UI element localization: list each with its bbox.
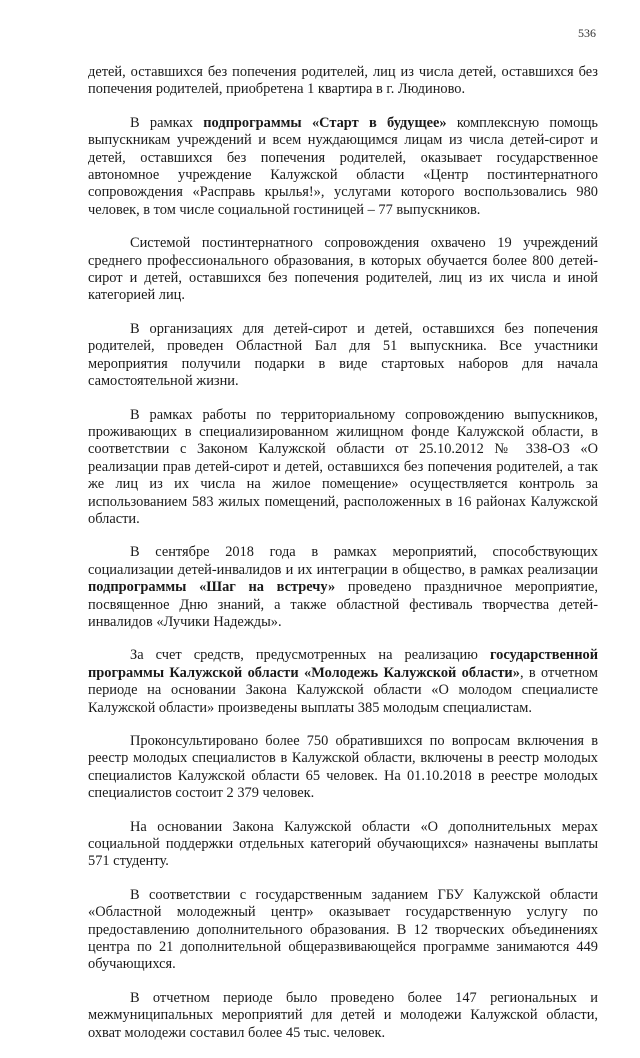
paragraph-text: , в отчетном периоде на основании Закона Калужской области «О молодом специалисте Калужской области» произведены выплаты 385 молодым специалистам.	[88, 664, 598, 716]
paragraph	[88, 990, 598, 1042]
paragraph-text: В организациях для детей-сирот и детей, оставшихся без попечения родителей, проведен Областной Бал для 51 выпускника. Все участники мероприятия получили подарки в виде стартовых наборов для начала самостоятельной жизни.	[88, 320, 598, 390]
paragraph-text: На основании Закона Калужской области «О дополнительных мерах социальной поддержки отдельных категорий обучающихся» назначены выплаты 571 студенту.	[88, 818, 598, 870]
paragraph-text: В рамках работы по территориальному сопровождению выпускников, проживающих в специализированном жилищном фонде Калужской области, в соответствии с Законом Калужской области от 25.10.2012 № 338-ОЗ «О реализации прав детей-сирот и детей, оставшихся без попечения родителей, а так же лиц из их числа на жилое помещение» осуществляется контроль за использованием 583 жилых помещений, расположенных в 16 районах Калужской области.	[88, 406, 598, 527]
document-body	[88, 64, 598, 1058]
paragraph-text: Системой постинтернатного сопровождения охвачено 19 учреждений среднего профессионального образования, в которых обучается более 800 детей-сирот и детей, оставшихся без попечения родителей, лиц из их числа и иной категорией лиц.	[88, 235, 598, 304]
paragraph	[88, 321, 598, 391]
bold-program-name: подпрограммы «Шаг на встречу»	[88, 579, 336, 596]
paragraph	[88, 544, 598, 631]
paragraph	[88, 887, 598, 974]
paragraph-text: комплексную помощь выпускникам учреждений и всем нуждающимся лицам из числа детей-сирот и детей, оставшихся без попечения родителей, оказывает государственное автономное учреждение Калужской области «Центр постинтернатного сопровождения «Расправь крылья!», услугами которого воспользовались 980 человек, в том числе социальной гостиницей – 77 выпускников.	[88, 114, 598, 218]
paragraph	[88, 64, 598, 99]
paragraph	[88, 115, 598, 219]
paragraph-text: В рамках	[130, 114, 204, 131]
page-number: 536	[578, 26, 596, 40]
paragraph-text: проведено праздничное мероприятие, посвященное Дню знаний, а также областной фестиваль творчества детей-инвалидов «Лучики Надежды».	[88, 579, 599, 630]
paragraph	[88, 407, 598, 529]
paragraph	[88, 647, 598, 717]
paragraph-text: В отчетном периоде было проведено более 147 региональных и межмуниципальных мероприятий для детей и молодежи Калужской области, охват молодежи составил более 45 тыс. человек.	[88, 989, 598, 1041]
paragraph	[88, 235, 598, 305]
bold-program-name: государственной программы Калужской области «Молодежь Калужской области»	[88, 647, 598, 681]
paragraph	[88, 819, 598, 871]
paragraph-text: В соответствии с государственным заданием ГБУ Калужской области «Областной молодежный центр» оказывает государственную услугу по предоставлению дополнительного образования. В 12 творческих объединениях центра по 21 дополнительной общеразвивающейся программе занимаются 449 обучающихся.	[88, 886, 598, 973]
paragraph-text: Проконсультировано более 750 обратившихся по вопросам включения в реестр молодых специалистов в Калужской области, включены в реестр молодых специалистов Калужской области 65 человек. На 01.10.2018 в реестре молодых специалистов состоит 2 379 человек.	[88, 733, 598, 802]
paragraph	[88, 733, 598, 803]
paragraph-text: В сентябре 2018 года в рамках мероприятий, способствующих социализации детей-инвалидов и их интеграции в общество, в рамках реализации	[88, 544, 598, 578]
paragraph-text: детей, оставшихся без попечения родителей, лиц из числа детей, оставшихся без попечения родителей, приобретена 1 квартира в г. Людиново.	[88, 64, 598, 98]
bold-program-name: подпрограммы «Старт в будущее»	[203, 114, 447, 131]
paragraph-text: За счет средств, предусмотренных на реализацию	[130, 647, 490, 664]
